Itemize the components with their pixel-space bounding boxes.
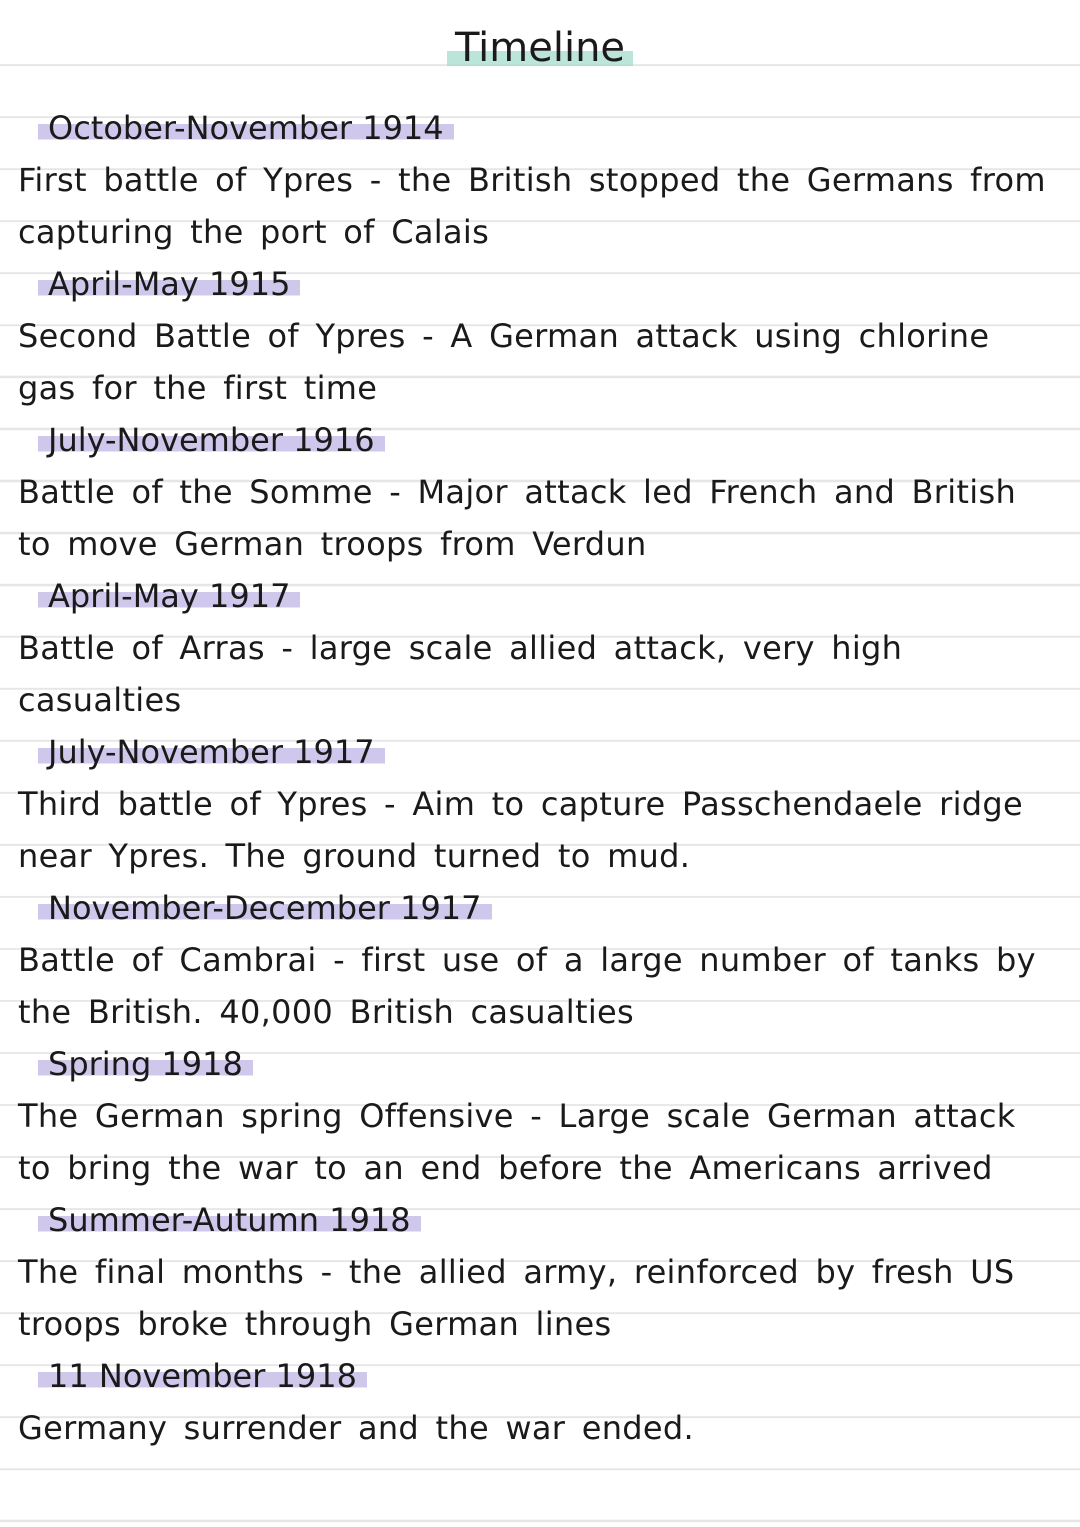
timeline-entry	[14, 570, 1070, 726]
entry-description: Battle of Arras - large scale allied attack, very high casualties	[18, 629, 903, 719]
entry-description: Third battle of Ypres - Aim to capture Passchendaele ridge near Ypres. The ground turned to mud.	[18, 785, 1023, 875]
entry-description: Battle of the Somme - Major attack led French and British to move German troops from Verdun	[18, 473, 1017, 563]
entry-date: October-November 1914	[38, 102, 454, 154]
timeline-entries	[14, 102, 1070, 1454]
entry-date: April-May 1917	[38, 570, 300, 622]
timeline-entry	[14, 882, 1070, 1038]
timeline-entry	[14, 726, 1070, 882]
entry-description: The final months - the allied army, reinforced by fresh US troops broke through German lines	[18, 1253, 1015, 1343]
timeline-entry	[14, 102, 1070, 258]
entry-description: The German spring Offensive - Large scale German attack to bring the war to an end before the Americans arrived	[18, 1097, 1016, 1187]
entry-description: Second Battle of Ypres - A German attack using chlorine gas for the first time	[18, 317, 990, 407]
timeline-entry	[14, 1350, 1070, 1454]
entry-date: November-December 1917	[38, 882, 492, 934]
entry-date: 11 November 1918	[38, 1350, 367, 1402]
entry-description: Battle of Cambrai - first use of a large number of tanks by the British. 40,000 British casualties	[18, 941, 1036, 1031]
entry-date: Summer-Autumn 1918	[38, 1194, 421, 1246]
timeline-entry	[14, 1038, 1070, 1194]
timeline-entry	[14, 1194, 1070, 1350]
entry-date: July-November 1916	[38, 414, 385, 466]
title-container	[0, 20, 1080, 76]
timeline-entry	[14, 258, 1070, 414]
page-title: Timeline	[447, 20, 633, 76]
timeline-entry	[14, 414, 1070, 570]
entry-description: First battle of Ypres - the British stopped the Germans from capturing the port of Calais	[18, 161, 1046, 251]
entry-description: Germany surrender and the war ended.	[18, 1409, 694, 1447]
entry-date: April-May 1915	[38, 258, 300, 310]
entry-date: Spring 1918	[38, 1038, 253, 1090]
entry-date: July-November 1917	[38, 726, 385, 778]
